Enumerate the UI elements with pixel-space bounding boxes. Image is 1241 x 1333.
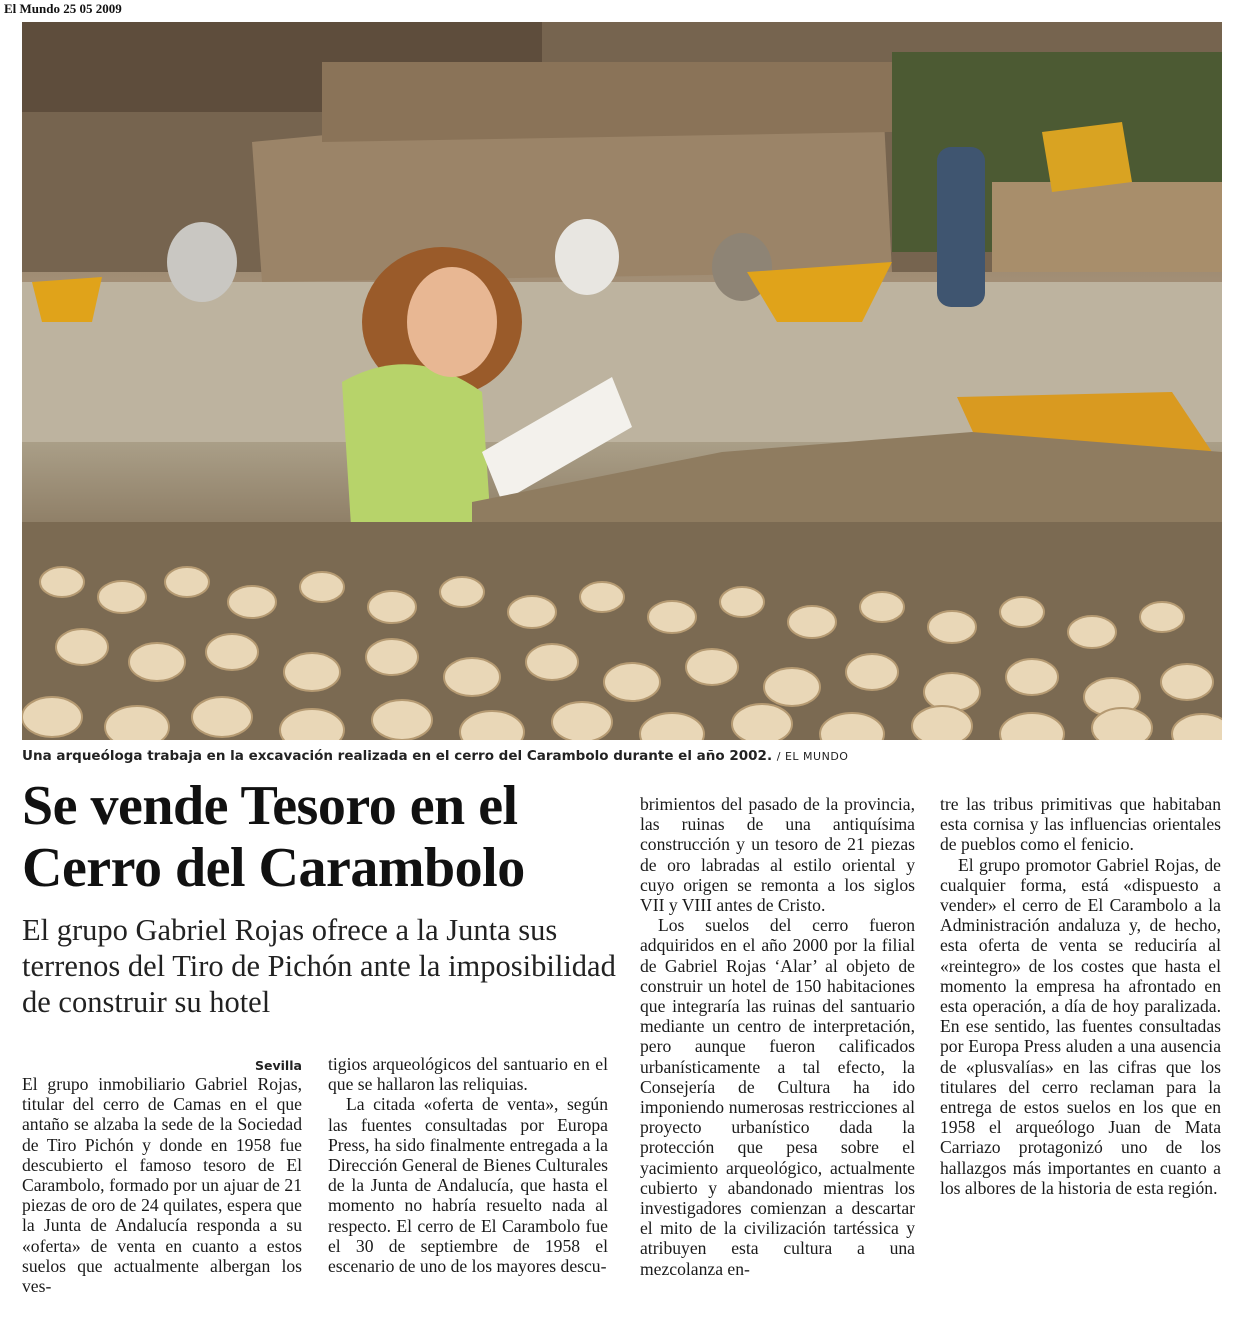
excavation-photo bbox=[22, 22, 1222, 740]
deck-subheadline: El grupo Gabriel Rojas ofrece a la Junta sus terrenos del Tiro de Pichón ante la imposibilidad de construir su hotel bbox=[22, 913, 616, 1019]
article-column-2 bbox=[328, 1054, 608, 1276]
article-column-4 bbox=[940, 794, 1221, 1198]
headline: Se vende Tesoro en el Cerro del Carambolo bbox=[22, 775, 525, 899]
article-column-1 bbox=[22, 1074, 302, 1296]
caption-text: Una arqueóloga trabaja en la excavación realizada en el cerro del Carambolo durante el año 2002. bbox=[22, 748, 773, 764]
paragraph: Los suelos del cerro fueron adquiridos en el año 2000 por la filial de Gabriel Rojas ‘Alar’ al objeto de construir un hotel de 150 habitaciones que integraría las ruinas del santuario mediante un centro de interpretación, pero aunque fueron calificados urbanísticamente a tal efecto, la Consejería de Cultura ha ido imponiendo numerosas restricciones al proyecto urbanístico dada la protección que pesa sobre el yacimiento arqueológico, actualmente cubierto y abandonado mientras los investigadores comienzan a descartar el mito de la civilización tartéssica y atribuyen esta cultura a una mezcolanza en- bbox=[640, 915, 915, 1279]
paragraph: brimientos del pasado de la provincia, las ruinas de una antiquísima construcción y un tesoro de 21 piezas de oro labradas al estilo oriental y cuyo origen se remonta a los siglos VII y VIII antes de Cristo. bbox=[640, 794, 915, 916]
article-column-3 bbox=[640, 794, 915, 1279]
byline-location: Sevilla bbox=[255, 1058, 302, 1073]
paragraph: tigios arqueológicos del santuario en el que se hallaron las reliquias. bbox=[328, 1054, 608, 1095]
paragraph: tre las tribus primitivas que habitaban esta cornisa y las influencias orientales de pueblos como el fenicio. bbox=[940, 794, 1221, 855]
paragraph: El grupo inmobiliario Gabriel Rojas, titular del cerro de Camas en el que antaño se alzaba la sede de la Sociedad de Tiro Pichón y donde en 1958 fue descubierto el famoso tesoro de El Carambolo, formado por un ajuar de 21 piezas de oro de 24 quilates, espera que la Junta de Andalucía responda a su «oferta» de venta en cuanto a estos suelos que actualmente albergan los ves- bbox=[22, 1074, 302, 1297]
source-stamp: El Mundo 25 05 2009 bbox=[4, 1, 122, 16]
photo-caption bbox=[22, 748, 848, 764]
paragraph: El grupo promotor Gabriel Rojas, de cualquier forma, está «dispuesto a vender» el cerro de El Carambolo a la Administración andaluza y, de hecho, esta oferta de venta se reduciría al «reintegro» de los costes que hasta el momento la empresa ha afrontado en esta operación, a día de hoy paralizada. En ese sentido, las fuentes consultadas por Europa Press aluden a una ausencia de «plusvalías» en las cifras que los titulares del cerro reclaman para la entrega de estos suelos en los que en 1958 el arqueólogo Juan de Mata Carriazo protagonizó uno de los hallazgos más importantes en cuanto a los albores de la historia de esta región. bbox=[940, 854, 1221, 1198]
photo-credit: / EL MUNDO bbox=[776, 750, 849, 763]
paragraph: La citada «oferta de venta», según las fuentes consultadas por Europa Press, ha sido finalmente entregada a la Dirección General de Bienes Culturales de la Junta de Andalucía, que hasta el momento no habría resuelto nada al respecto. El cerro de El Carambolo fue el 30 de septiembre de 1958 el escenario de uno de los mayores descu- bbox=[328, 1094, 608, 1277]
